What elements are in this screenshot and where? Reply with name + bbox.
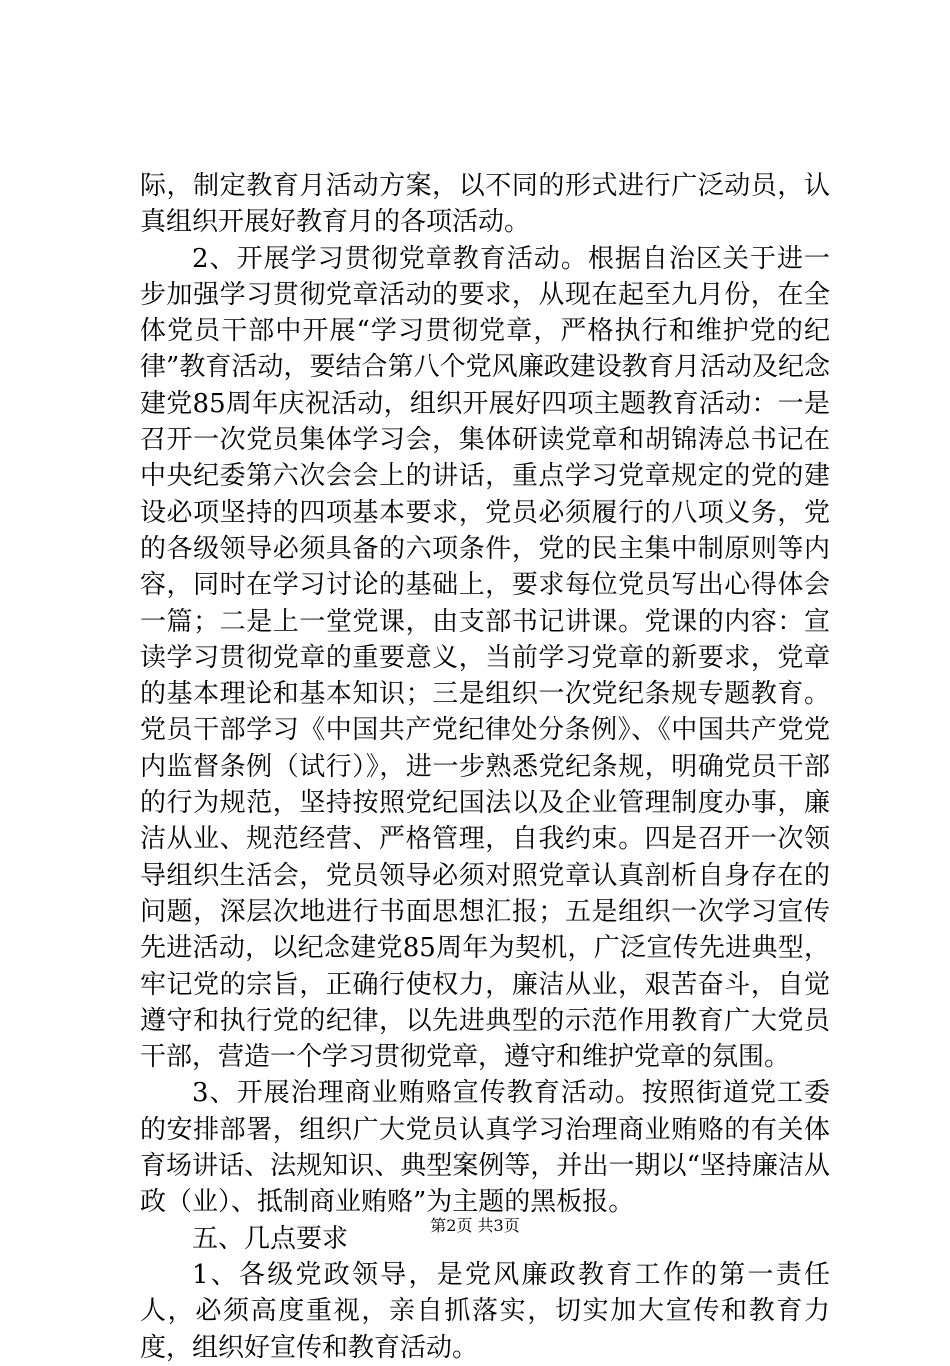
paragraph-anti-bribery-activity: 3、开展治理商业贿赂宣传教育活动。按照街道党工委的安排部署，组织广大党员认真学习治理商业贿赂的有关体育场讲话、法规知识、典型案例等，并出一期以“坚持廉洁从政（业）、抵制商业贿赂”为主题的黑板报。 (140, 1078, 830, 1218)
page-number-footer: 第2页 共3页 (430, 1216, 520, 1235)
paragraph-party-constitution-activity: 2、开展学习贯彻党章教育活动。根据自治区关于进一步加强学习贯彻党章活动的要求，从现在起至九月份，在全体党员干部中开展“学习贯彻党章，严格执行和维护党的纪律”教育活动，要结合第八个党风廉政建设教育月活动及纪念建党85周年庆祝活动，组织开展好四项主题教育活动：一是召开一次党员集体学习会，集体研读党章和胡锦涛总书记在中央纪委第六次会会上的讲话，重点学习党章规定的党的建设必项坚持的四项基本要求，党员必须履行的八项义务，党的各级领导必须具备的六项条件，党的民主集中制原则等内容，同时在学习讨论的基础上，要求每位党员写出心得体会一篇；二是上一堂党课，由支部书记讲课。党课的内容：宣读学习贯彻党章的重要意义，当前学习党章的新要求，党章的基本理论和基本知识；三是组织一次党纪条规专题教育。党员干部学习《中国共产党纪律处分条例》、《中国共产党党内监督条例（试行）》，进一步熟悉党纪条规，明确党员干部的行为规范，坚持按照党纪国法以及企业管理制度办事，廉洁从业、规范经营、严格管理，自我约束。四是召开一次领导组织生活会，党员领导必须对照党章认真剖析自身存在的问题，深层次地进行书面思想汇报；五是组织一次学习宣传先进活动，以纪念建党85周年为契机，广泛宣传先进典型，牢记党的宗旨，正确行使权力，廉洁从业，艰苦奋斗，自觉遵守和执行党的纪律，以先进典型的示范作用教育广大党员干部，营造一个学习贯彻党章，遵守和维护党章的氛围。 (140, 243, 830, 1073)
document-body (140, 168, 830, 1366)
section-heading-requirements: 五、几点要求 (192, 1223, 349, 1254)
paragraph-continuation: 际，制定教育月活动方案，以不同的形式进行广泛动员，认真组织开展好教育月的各项活动。 (140, 171, 830, 238)
paragraph-requirement-1: 1、各级党政领导，是党风廉政教育工作的第一责任人，必须高度重视，亲自抓落实，切实加大宣传和教育力度，组织好宣传和教育活动。 (140, 1259, 830, 1363)
